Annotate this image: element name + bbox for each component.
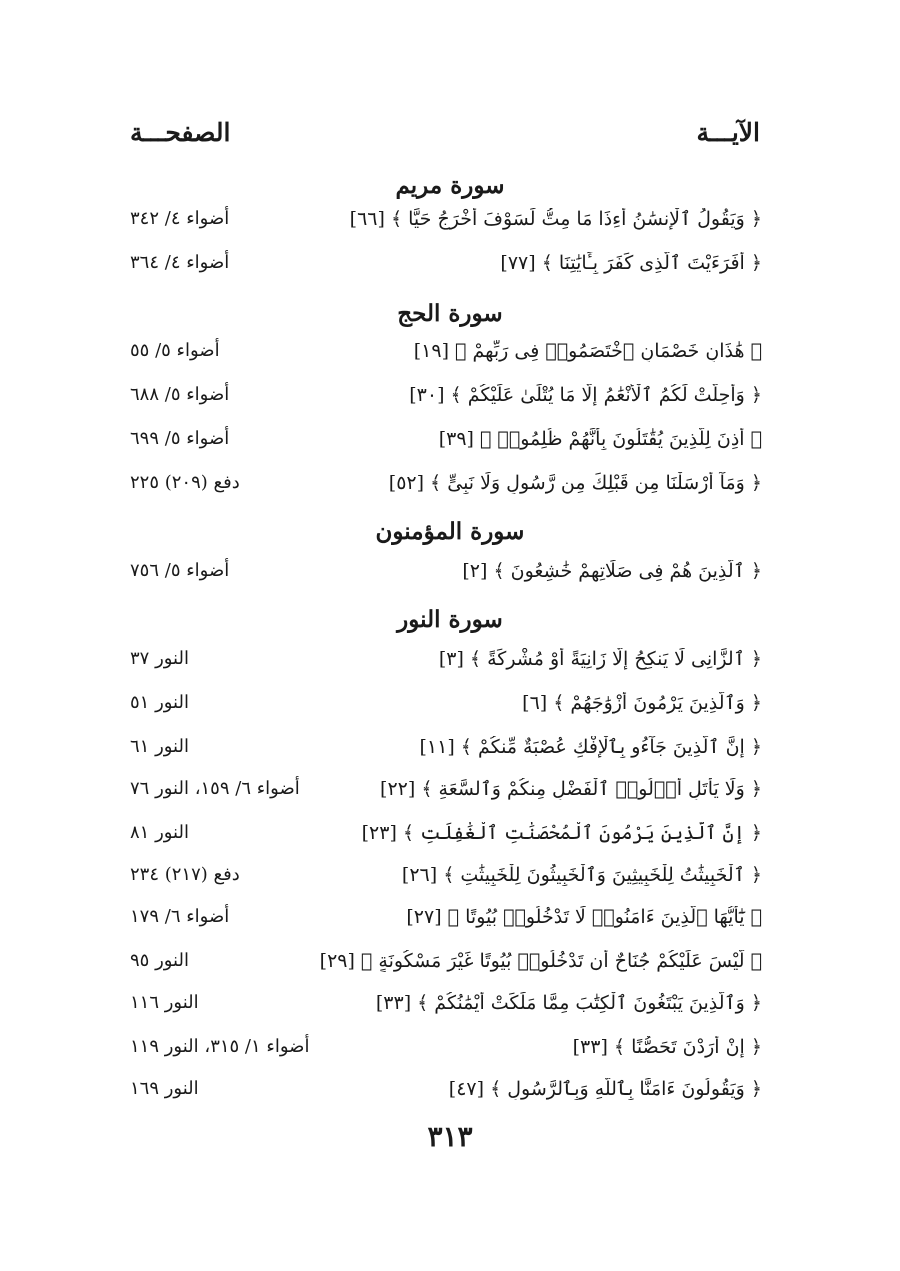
page-reference: أضواء ٦/ ١٧٩ xyxy=(130,906,230,927)
verse-text: ﴿ ٱلْخَبِيثَٰتُ لِلْخَبِيثِينَ وَٱلْخَبِيثُونَ لِلْخَبِيثَٰتِ ﴾ [٢٦] xyxy=(401,864,762,886)
page-reference: النور ١٦٩ xyxy=(130,1078,199,1099)
page-column-header: الصفحـــة xyxy=(130,118,231,147)
page-reference: أضواء ٥/ ٧٥٦ xyxy=(130,560,230,581)
verse-text: ﴿ وَٱلَّذِينَ يَرْمُونَ أَزْوَٰجَهُمْ ﴾ [٦] xyxy=(522,692,762,714)
page-reference: أضواء ٤/ ٣٦٤ xyxy=(130,252,230,273)
index-row xyxy=(0,560,900,600)
page-reference: أضواء ٥/ ٥٥ xyxy=(130,340,220,361)
index-row xyxy=(0,208,900,248)
index-row xyxy=(0,384,900,424)
index-row xyxy=(0,736,900,776)
index-row xyxy=(0,992,900,1032)
page-reference: أضواء ٤/ ٣٤٢ xyxy=(130,208,230,229)
verse-text: ﴿ وَأُحِلَّتْ لَكُمُ ٱلْأَنْعَٰمُ إِلَّا مَا يُتْلَىٰ عَلَيْكُمْ ﴾ [٣٠] xyxy=(409,384,762,406)
page-reference: أضواء ١/ ٣١٥، النور ١١٩ xyxy=(130,1036,310,1057)
page-number: ٣١٣ xyxy=(427,1120,473,1153)
index-row xyxy=(0,950,900,990)
index-row xyxy=(0,1078,900,1118)
surah-title: سورة الحج xyxy=(397,300,503,327)
index-row xyxy=(0,648,900,688)
verse-text: ﴿ أُذِنَ لِلَّذِينَ يُقَٰتَلُونَ بِأَنَّهُمْ ظُلِمُوا۟ ﴾ [٣٩] xyxy=(438,428,762,450)
verse-text: ﴿ هَٰذَانِ خَصْمَانِ ٱخْتَصَمُوا۟ فِى رَبِّهِمْ ﴾ [١٩] xyxy=(413,340,762,362)
index-row xyxy=(0,822,900,862)
index-row xyxy=(0,864,900,904)
verse-column-header: الآيـــة xyxy=(696,118,760,147)
verse-text: ﴿ لَّيْسَ عَلَيْكُمْ جُنَاحٌ أَن تَدْخُلُوا۟ بُيُوتًا غَيْرَ مَسْكُونَةٍ ﴾ [٢٩] xyxy=(319,950,762,972)
page-reference: النور ١١٦ xyxy=(130,992,199,1013)
page-reference: أضواء ٥/ ٦٨٨ xyxy=(130,384,230,405)
page-reference: النور ٨١ xyxy=(130,822,189,843)
verse-text: ﴿ وَيَقُولُونَ ءَامَنَّا بِٱللَّهِ وَبِٱلرَّسُولِ ﴾ [٤٧] xyxy=(448,1078,762,1100)
index-row xyxy=(0,428,900,468)
index-row xyxy=(0,340,900,380)
index-row xyxy=(0,472,900,512)
surah-title: سورة النور xyxy=(397,606,503,633)
verse-text: ﴿ يَٰٓأَيُّهَا ٱلَّذِينَ ءَامَنُوا۟ لَا تَدْخُلُوا۟ بُيُوتًا ﴾ [٢٧] xyxy=(406,906,762,928)
surah-title: سورة مريم xyxy=(395,172,505,199)
page-reference: دفع (٢٠٩) ٢٢٥ xyxy=(130,472,240,493)
verse-text: ﴿ ٱلَّذِينَ هُمْ فِى صَلَاتِهِمْ خَٰشِعُونَ ﴾ [٢] xyxy=(462,560,762,582)
index-row xyxy=(0,906,900,946)
page-reference: دفع (٢١٧) ٢٣٤ xyxy=(130,864,240,885)
verse-text: ﴿ ٱلزَّانِى لَا يَنكِحُ إِلَّا زَانِيَةً أَوْ مُشْرِكَةً ﴾ [٣] xyxy=(438,648,762,670)
index-row xyxy=(0,692,900,732)
verse-text: ﴿ إِنَّ ٱلَّذِينَ يَرْمُونَ ٱلْمُحْصَنَٰتِ ٱلْغَٰفِلَٰتِ ﴾ [٢٣] xyxy=(361,822,762,844)
verse-text: ﴿ إِنَّ ٱلَّذِينَ جَآءُو بِٱلْإِفْكِ عُصْبَةٌ مِّنكُمْ ﴾ [١١] xyxy=(419,736,762,758)
verse-text: ﴿ وَٱلَّذِينَ يَبْتَغُونَ ٱلْكِتَٰبَ مِمَّا مَلَكَتْ أَيْمَٰنُكُمْ ﴾ [٣٣] xyxy=(375,992,762,1014)
verse-text: ﴿ وَمَآ أَرْسَلْنَا مِن قَبْلِكَ مِن رَّسُولٍ وَلَا نَبِىٍّ ﴾ [٥٢] xyxy=(388,472,762,494)
page-reference: أضواء ٦/ ١٥٩، النور ٧٦ xyxy=(130,778,300,799)
verse-text: ﴿ وَلَا يَأْتَلِ أُو۟لُوا۟ ٱلْفَضْلِ مِنكُمْ وَٱلسَّعَةِ ﴾ [٢٢] xyxy=(380,778,762,800)
index-row xyxy=(0,252,900,292)
index-row xyxy=(0,1036,900,1076)
page-reference: النور ٦١ xyxy=(130,736,189,757)
page-reference: النور ٩٥ xyxy=(130,950,189,971)
page-reference: أضواء ٥/ ٦٩٩ xyxy=(130,428,230,449)
page-reference: النور ٥١ xyxy=(130,692,189,713)
index-row xyxy=(0,778,900,818)
page-reference: النور ٣٧ xyxy=(130,648,189,669)
verse-text: ﴿ أَفَرَءَيْتَ ٱلَّذِى كَفَرَ بِـَٔايَٰتِنَا ﴾ [٧٧] xyxy=(500,252,762,274)
verse-text: ﴿ وَيَقُولُ ٱلْإِنسَٰنُ أَءِذَا مَا مِتُّ لَسَوْفَ أُخْرَجُ حَيًّا ﴾ [٦٦] xyxy=(349,208,762,230)
surah-title: سورة المؤمنون xyxy=(375,518,525,545)
verse-text: ﴿ إِنْ أَرَدْنَ تَحَصُّنًا ﴾ [٣٣] xyxy=(572,1036,762,1058)
